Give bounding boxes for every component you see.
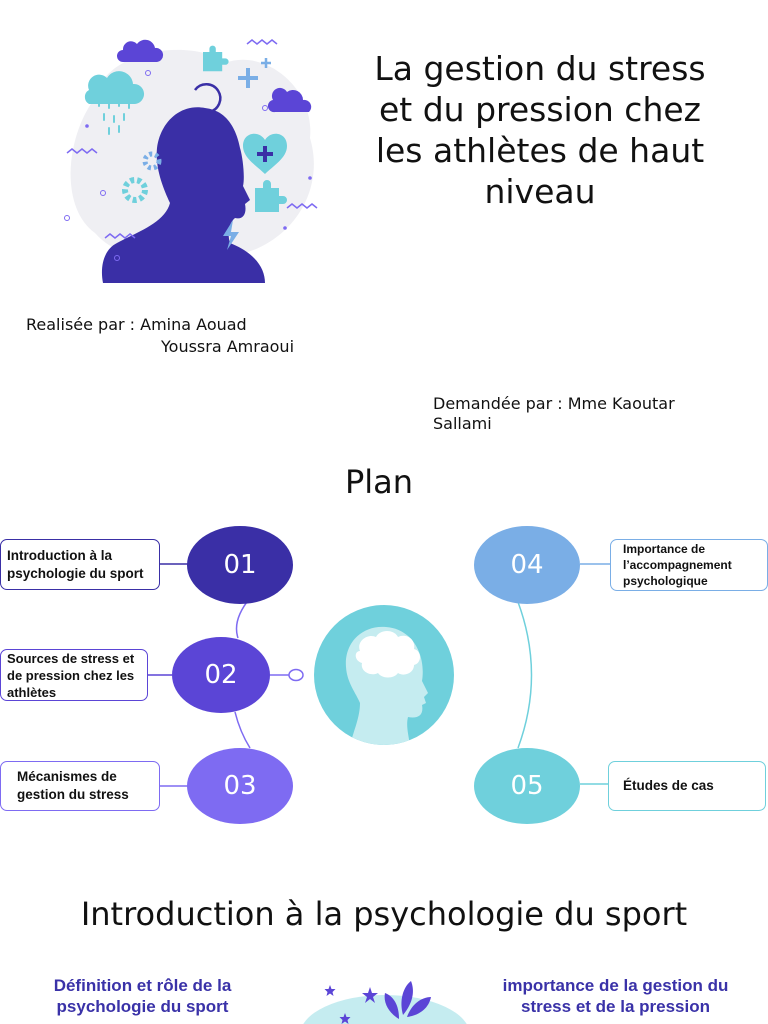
authors [26,314,294,358]
cover-title-line: et du pression chez [378,90,701,129]
connector-line [235,712,250,748]
intro-illustration [295,975,475,1024]
brain-head-icon [314,605,454,745]
plan-item-label: Introduction à la psychologie du sport [7,547,144,581]
requested-by: Demandée par : Mme Kaoutar Sallami [433,394,675,433]
plan-number-04[interactable]: 04 [474,526,580,604]
plan-item-01[interactable] [0,539,160,590]
cloud-icon [268,88,311,112]
plan-item-05[interactable] [608,761,766,811]
cover-title-line: niveau [484,172,596,211]
plan-item-label: Importance de l’accompagnement psychologique [623,542,732,588]
plan-item-04[interactable] [610,539,768,591]
connector-line [237,598,251,638]
cover-title [340,48,740,212]
author-2: Youssra Amraoui [161,337,295,356]
plan-item-label: Études de cas [623,778,714,793]
head-illustration [55,28,325,283]
plan-number-02[interactable]: 02 [172,637,270,713]
plan-number-01[interactable]: 01 [187,526,293,604]
cover-title-line: La gestion du stress [374,49,706,88]
plan-number-05[interactable]: 05 [474,748,580,824]
connector-line [518,602,532,748]
brain-head-illustration [314,605,454,745]
intro-right-heading: importance de la gestion du stress et de la pression [502,976,729,1016]
author-1: Realisée par : Amina Aouad [26,315,247,334]
cloud-icon [117,40,163,62]
connector-node [289,670,303,681]
plan-number-03[interactable]: 03 [187,748,293,824]
intro-left-heading: Définition et rôle de la psychologie du sport [53,976,232,1016]
brain-icon [356,631,420,678]
plan-item-02[interactable] [0,649,148,701]
plan-item-label: Mécanismes de gestion du stress [17,769,129,802]
cover-title-line: les athlètes de haut [375,131,705,170]
plan-item-03[interactable] [0,761,160,811]
plan-title: Plan [344,463,414,501]
plan-item-label: Sources de stress et de pression chez les athlètes [7,650,135,700]
intro-title: Introduction à la psychologie du sport [80,895,688,933]
